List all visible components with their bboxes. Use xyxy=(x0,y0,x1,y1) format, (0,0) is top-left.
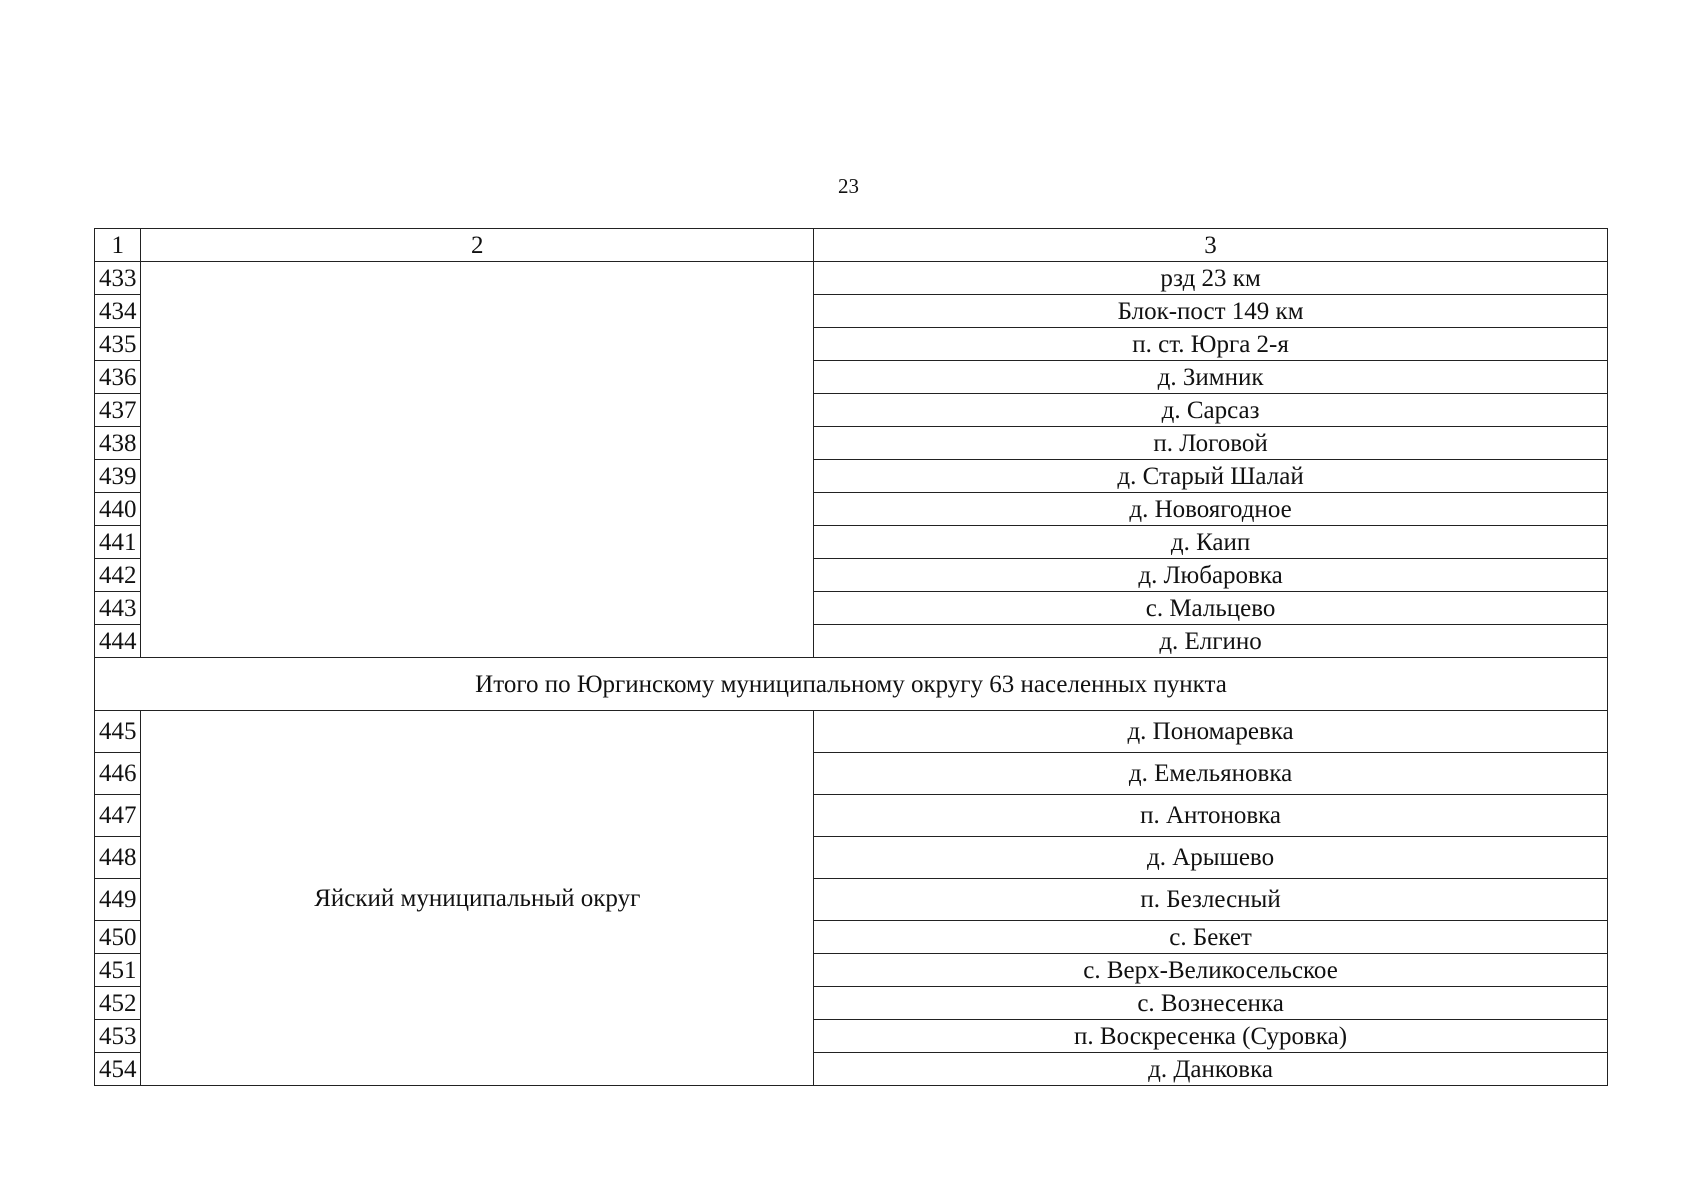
settlement-name: д. Старый Шалай xyxy=(814,460,1608,493)
row-number: 433 xyxy=(95,262,141,295)
table-header-row xyxy=(95,229,1608,262)
settlement-name: с. Бекет xyxy=(814,921,1608,954)
row-number: 448 xyxy=(95,837,141,879)
settlement-name: п. Безлесный xyxy=(814,879,1608,921)
row-number: 435 xyxy=(95,328,141,361)
row-number: 437 xyxy=(95,394,141,427)
row-number: 454 xyxy=(95,1053,141,1086)
row-number: 450 xyxy=(95,921,141,954)
row-number: 440 xyxy=(95,493,141,526)
column-header-1: 1 xyxy=(95,229,141,262)
row-number: 446 xyxy=(95,753,141,795)
row-number: 434 xyxy=(95,295,141,328)
settlement-name: д. Емельяновка xyxy=(814,753,1608,795)
table-row xyxy=(95,262,1608,295)
table-row xyxy=(95,711,1608,753)
row-number: 436 xyxy=(95,361,141,394)
district-cell: Яйский муниципальный округ xyxy=(141,711,814,1086)
settlement-name: д. Данковка xyxy=(814,1053,1608,1086)
settlement-name: с. Вознесенка xyxy=(814,987,1608,1020)
column-header-2: 2 xyxy=(141,229,814,262)
column-header-3: 3 xyxy=(814,229,1608,262)
settlement-name: д. Зимник xyxy=(814,361,1608,394)
settlements-table xyxy=(94,228,1608,1086)
row-number: 443 xyxy=(95,592,141,625)
settlement-name: д. Арышево xyxy=(814,837,1608,879)
subtotal-row xyxy=(95,658,1608,711)
row-number: 441 xyxy=(95,526,141,559)
settlement-name: п. Воскресенка (Суровка) xyxy=(814,1020,1608,1053)
row-number: 438 xyxy=(95,427,141,460)
settlement-name: д. Новоягодное xyxy=(814,493,1608,526)
settlement-name: д. Елгино xyxy=(814,625,1608,658)
settlement-name: Блок-пост 149 км xyxy=(814,295,1608,328)
row-number: 445 xyxy=(95,711,141,753)
row-number: 447 xyxy=(95,795,141,837)
row-number: 444 xyxy=(95,625,141,658)
row-number: 452 xyxy=(95,987,141,1020)
settlement-name: д. Пономаревка xyxy=(814,711,1608,753)
subtotal-text: Итого по Юргинскому муниципальному округу 63 населенных пункта xyxy=(95,658,1608,711)
settlement-name: д. Любаровка xyxy=(814,559,1608,592)
settlement-name: с. Верх-Великосельское xyxy=(814,954,1608,987)
row-number: 449 xyxy=(95,879,141,921)
row-number: 442 xyxy=(95,559,141,592)
district-cell xyxy=(141,262,814,658)
settlement-name: п. Антоновка xyxy=(814,795,1608,837)
settlement-name: д. Сарсаз xyxy=(814,394,1608,427)
row-number: 453 xyxy=(95,1020,141,1053)
settlement-name: рзд 23 км xyxy=(814,262,1608,295)
settlement-name: п. Логовой xyxy=(814,427,1608,460)
settlement-name: д. Каип xyxy=(814,526,1608,559)
row-number: 451 xyxy=(95,954,141,987)
settlement-name: с. Мальцево xyxy=(814,592,1608,625)
page-number: 23 xyxy=(838,174,859,198)
settlement-name: п. ст. Юрга 2-я xyxy=(814,328,1608,361)
row-number: 439 xyxy=(95,460,141,493)
